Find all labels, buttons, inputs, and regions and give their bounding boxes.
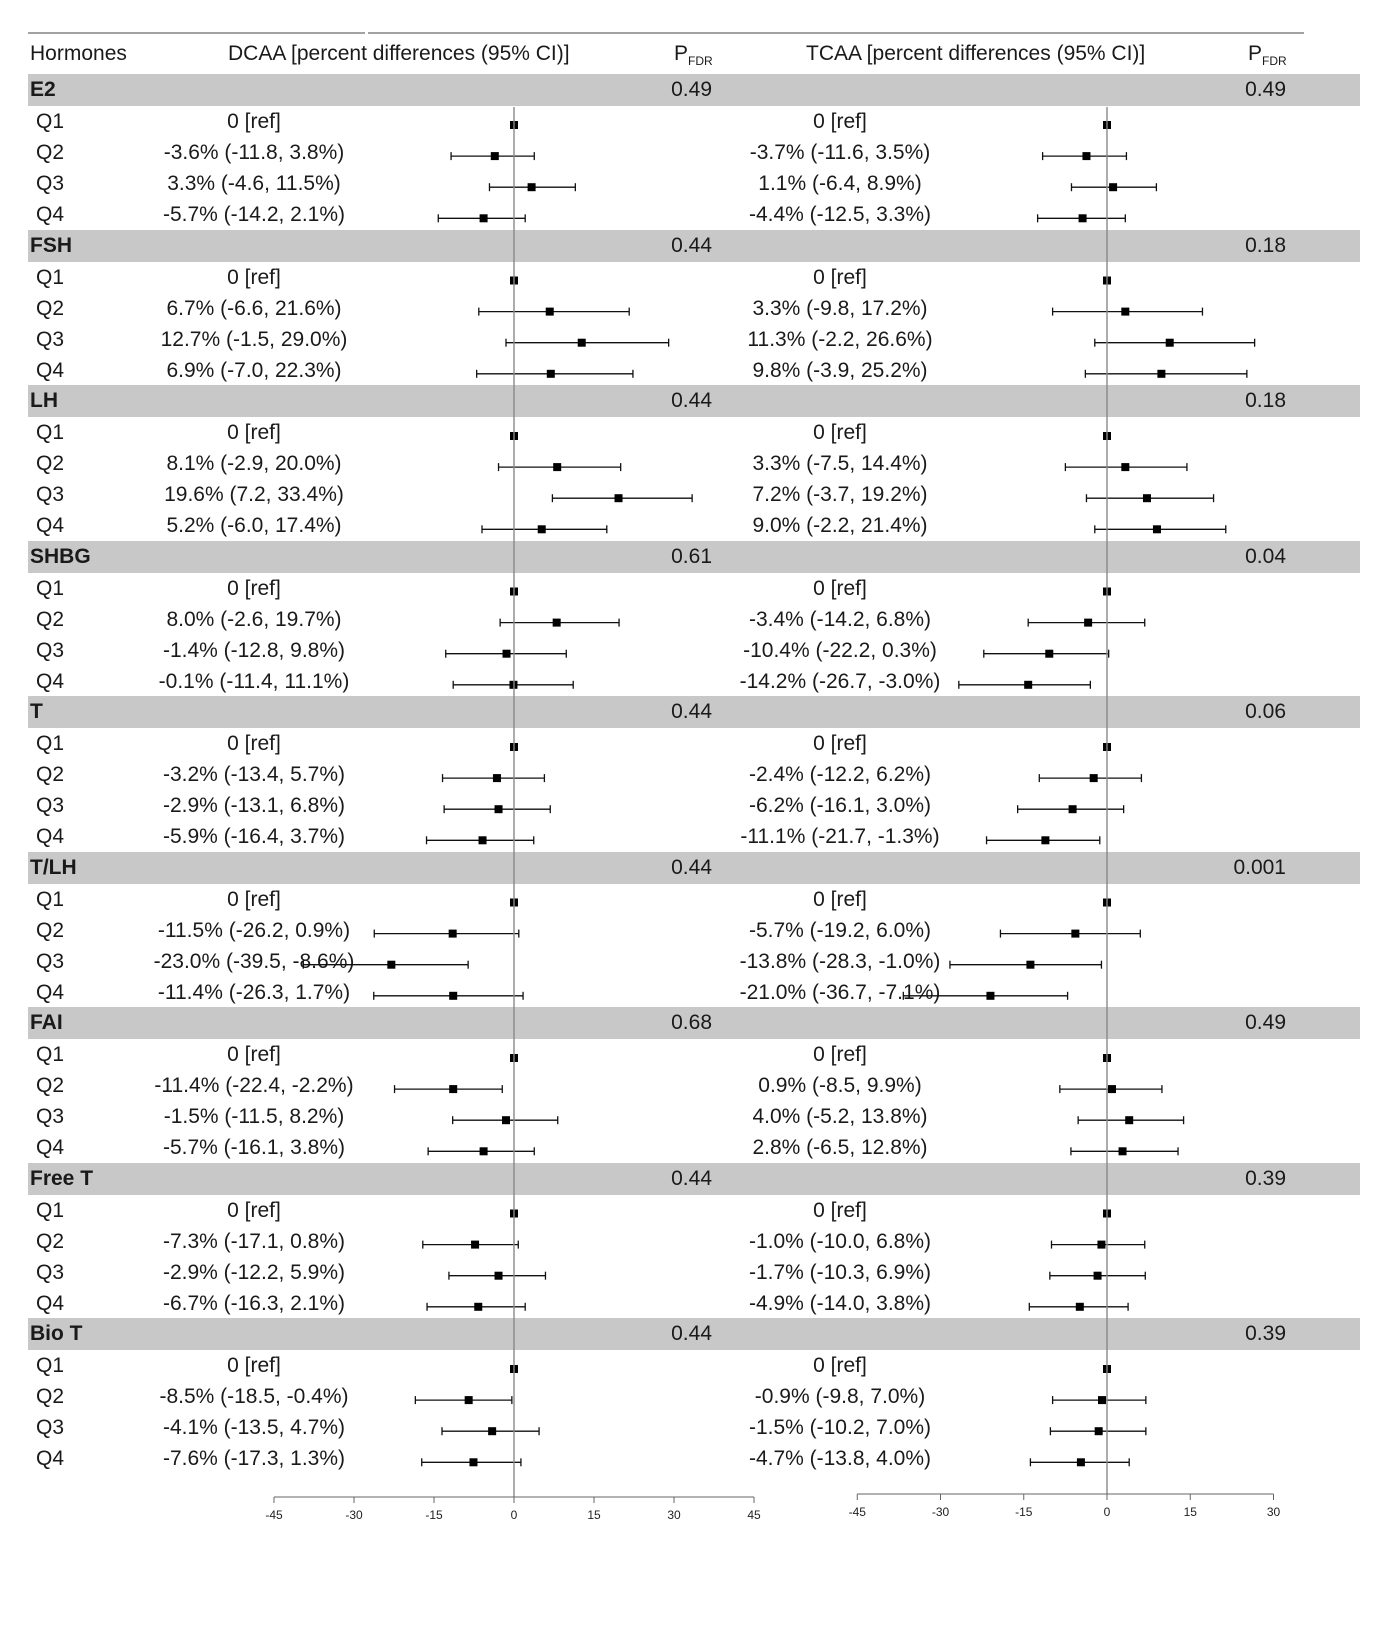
quartile-label: Q2	[36, 296, 65, 320]
p-fdr-tcaa: 0.39	[1245, 1322, 1286, 1345]
p-fdr-dcaa: 0.68	[671, 1011, 712, 1034]
quartile-label: Q2	[36, 763, 65, 787]
header-hormones: Hormones	[30, 42, 127, 65]
tcaa-estimate-text: 0 [ref]	[813, 265, 867, 289]
point-estimate	[1143, 494, 1151, 502]
point-estimate	[488, 1427, 496, 1435]
tcaa-estimate-text: -0.9% (-9.8, 7.0%)	[754, 1385, 926, 1409]
tcaa-estimate-text: 4.0% (-5.2, 13.8%)	[752, 1105, 928, 1129]
hormone-name: FAI	[30, 1011, 63, 1034]
dcaa-estimate-text: -0.1% (-11.4, 11.1%)	[158, 669, 350, 693]
quartile-label: Q4	[36, 514, 65, 538]
quartile-label: Q4	[36, 1447, 65, 1471]
quartile-label: Q2	[36, 1385, 65, 1409]
point-estimate	[1121, 463, 1129, 471]
quartile-label: Q1	[36, 1354, 65, 1377]
tcaa-estimate-text: -3.7% (-11.6, 3.5%)	[749, 141, 931, 165]
point-estimate	[1095, 1427, 1103, 1435]
quartile-label: Q2	[36, 452, 65, 476]
tcaa-estimate-text: -11.1% (-21.7, -1.3%)	[740, 825, 940, 849]
tcaa-estimate-text: 0 [ref]	[813, 110, 867, 133]
point-estimate	[502, 1116, 510, 1124]
p-fdr-dcaa: 0.49	[671, 78, 712, 101]
quartile-label: Q3	[36, 638, 65, 662]
hormone-name: LH	[30, 389, 58, 412]
tcaa-estimate-text: 3.3% (-7.5, 14.4%)	[752, 452, 928, 476]
dcaa-estimate-text: -11.4% (-22.4, -2.2%)	[154, 1074, 354, 1098]
tcaa-estimate-text: -1.0% (-10.0, 6.8%)	[748, 1229, 932, 1253]
dcaa-estimate-text: 0 [ref]	[227, 110, 281, 133]
dcaa-estimate-text: -7.3% (-17.1, 0.8%)	[162, 1229, 346, 1253]
quartile-label: Q1	[36, 110, 65, 133]
tcaa-estimate-text: 1.1% (-6.4, 8.9%)	[758, 172, 922, 196]
point-estimate	[578, 339, 586, 347]
dcaa-estimate-text: -1.5% (-11.5, 8.2%)	[163, 1105, 345, 1129]
point-estimate	[1045, 650, 1053, 658]
point-estimate	[528, 183, 536, 191]
point-estimate	[1077, 1458, 1085, 1466]
tcaa-estimate-text: -4.4% (-12.5, 3.3%)	[748, 203, 932, 227]
quartile-label: Q1	[36, 576, 65, 600]
point-estimate	[1071, 930, 1079, 938]
tcaa-estimate-text: -1.5% (-10.2, 7.0%)	[748, 1416, 932, 1440]
dcaa-estimate-text: 0 [ref]	[227, 887, 281, 911]
dcaa-estimate-text: -2.9% (-13.1, 6.8%)	[162, 794, 346, 818]
p-fdr-tcaa: 0.18	[1245, 233, 1286, 257]
dcaa-estimate-text: -5.7% (-14.2, 2.1%)	[162, 203, 346, 227]
quartile-label: Q4	[36, 669, 65, 693]
quartile-label: Q4	[36, 203, 65, 227]
dcaa-estimate-text: -3.2% (-13.4, 5.7%)	[162, 763, 346, 787]
hormone-name: Bio T	[30, 1322, 83, 1345]
tcaa-estimate-text: 0 [ref]	[813, 576, 867, 600]
x-tick-label: 45	[747, 1508, 761, 1522]
point-estimate	[1084, 619, 1092, 627]
quartile-label: Q1	[36, 1043, 65, 1066]
dcaa-estimate-text: 0 [ref]	[227, 732, 281, 755]
point-estimate	[480, 1147, 488, 1155]
tcaa-estimate-text: 0 [ref]	[813, 732, 867, 755]
tcaa-estimate-text: 0 [ref]	[813, 1043, 867, 1066]
header-p-dcaa: $P_{FDR}$	[674, 42, 713, 68]
point-estimate	[449, 930, 457, 938]
dcaa-estimate-text: -6.7% (-16.3, 2.1%)	[162, 1291, 346, 1315]
p-fdr-tcaa: 0.04	[1245, 544, 1286, 568]
x-tick-label: 0	[1103, 1505, 1111, 1519]
tcaa-estimate-text: -4.9% (-14.0, 3.8%)	[748, 1291, 932, 1315]
dcaa-estimate-text: 3.3% (-4.6, 11.5%)	[167, 172, 341, 196]
p-fdr-dcaa: 0.44	[671, 855, 712, 879]
dcaa-estimate-text: -5.9% (-16.4, 3.7%)	[162, 825, 346, 849]
dcaa-estimate-text: 19.6% (7.2, 33.4%)	[164, 483, 344, 507]
x-tick-label: 15	[587, 1508, 601, 1522]
x-tick-label: -15	[425, 1508, 443, 1522]
point-estimate	[474, 1303, 482, 1311]
point-estimate	[553, 619, 561, 627]
tcaa-estimate-text: -13.8% (-28.3, -1.0%)	[739, 949, 941, 973]
dcaa-estimate-text: -3.6% (-11.8, 3.8%)	[163, 141, 345, 165]
tcaa-estimate-text: -1.7% (-10.3, 6.9%)	[748, 1260, 932, 1284]
dcaa-estimate-text: -4.1% (-13.5, 4.7%)	[162, 1416, 346, 1440]
tcaa-estimate-text: -6.2% (-16.1, 3.0%)	[748, 794, 932, 818]
tcaa-estimate-text: 0 [ref]	[813, 887, 867, 911]
quartile-label: Q3	[36, 172, 65, 196]
dcaa-estimate-text: 6.9% (-7.0, 22.3%)	[166, 358, 342, 382]
quartile-label: Q3	[36, 483, 65, 507]
p-fdr-dcaa: 0.44	[671, 1166, 712, 1190]
tcaa-estimate-text: 0 [ref]	[813, 421, 867, 444]
quartile-label: Q2	[36, 141, 65, 165]
quartile-label: Q3	[36, 327, 65, 351]
point-estimate	[465, 1396, 473, 1404]
tcaa-estimate-text: -21.0% (-36.7, -7.1%)	[739, 980, 941, 1004]
p-fdr-tcaa: 0.39	[1245, 1166, 1286, 1190]
point-estimate	[1079, 214, 1087, 222]
tcaa-estimate-text: 0 [ref]	[813, 1354, 867, 1377]
point-estimate	[1090, 774, 1098, 782]
point-estimate	[1125, 1116, 1133, 1124]
tcaa-estimate-text: 9.0% (-2.2, 21.4%)	[752, 514, 928, 538]
point-estimate	[1041, 836, 1049, 844]
x-tick-label: 15	[1183, 1505, 1197, 1519]
quartile-label: Q4	[36, 1291, 65, 1315]
point-estimate	[493, 774, 501, 782]
point-estimate	[1166, 339, 1174, 347]
quartile-label: Q3	[36, 794, 65, 818]
tcaa-estimate-text: -14.2% (-26.7, -3.0%)	[739, 669, 941, 693]
tcaa-estimate-text: 2.8% (-6.5, 12.8%)	[752, 1136, 928, 1160]
dcaa-estimate-text: 8.0% (-2.6, 19.7%)	[166, 607, 342, 631]
header-p-tcaa: $P_{FDR}$	[1248, 42, 1287, 68]
point-estimate	[1157, 370, 1165, 378]
tcaa-estimate-text: 7.2% (-3.7, 19.2%)	[752, 483, 928, 507]
quartile-label: Q1	[36, 887, 65, 911]
quartile-label: Q4	[36, 358, 65, 382]
quartile-label: Q2	[36, 1229, 65, 1253]
dcaa-estimate-text: -8.5% (-18.5, -0.4%)	[159, 1385, 349, 1409]
quartile-label: Q1	[36, 265, 65, 289]
point-estimate	[1082, 152, 1090, 160]
point-estimate	[1098, 1396, 1106, 1404]
x-tick-label: -45	[848, 1505, 866, 1519]
point-estimate	[491, 152, 499, 160]
quartile-label: Q2	[36, 1074, 65, 1098]
point-estimate	[503, 650, 511, 658]
hormone-name: E2	[30, 78, 56, 101]
quartile-label: Q2	[36, 607, 65, 631]
header-dcaa: DCAA [percent differences (95% CI)]	[228, 42, 570, 65]
dcaa-estimate-text: 0 [ref]	[227, 1043, 281, 1066]
point-estimate	[1026, 961, 1034, 969]
quartile-label: Q2	[36, 918, 65, 942]
dcaa-estimate-text: -11.4% (-26.3, 1.7%)	[157, 980, 351, 1004]
dcaa-estimate-text: -23.0% (-39.5, -8.6%)	[153, 949, 355, 973]
quartile-label: Q1	[36, 421, 65, 444]
hormone-name: T	[30, 700, 43, 723]
dcaa-estimate-text: -11.5% (-26.2, 0.9%)	[157, 918, 351, 942]
point-estimate	[480, 214, 488, 222]
tcaa-estimate-text: -3.4% (-14.2, 6.8%)	[748, 607, 932, 631]
dcaa-estimate-text: 0 [ref]	[227, 1198, 281, 1222]
point-estimate	[449, 1085, 457, 1093]
point-estimate	[1069, 805, 1077, 813]
point-estimate	[553, 463, 561, 471]
tcaa-estimate-text: -10.4% (-22.2, 0.3%)	[743, 638, 937, 662]
dcaa-estimate-text: 0 [ref]	[227, 265, 281, 289]
p-fdr-dcaa: 0.44	[671, 233, 712, 257]
dcaa-estimate-text: -7.6% (-17.3, 1.3%)	[162, 1447, 346, 1471]
p-fdr-dcaa: 0.61	[671, 544, 712, 568]
tcaa-estimate-text: -4.7% (-13.8, 4.0%)	[748, 1447, 932, 1471]
point-estimate	[449, 992, 457, 1000]
point-estimate	[1076, 1303, 1084, 1311]
hormone-name: Free T	[30, 1166, 94, 1190]
p-fdr-tcaa: 0.06	[1245, 700, 1286, 723]
quartile-label: Q3	[36, 1105, 65, 1129]
dcaa-estimate-text: 0 [ref]	[227, 1354, 281, 1377]
hormone-name: SHBG	[30, 544, 91, 568]
quartile-label: Q3	[36, 949, 65, 973]
tcaa-estimate-text: -5.7% (-19.2, 6.0%)	[748, 918, 932, 942]
dcaa-estimate-text: 0 [ref]	[227, 421, 281, 444]
p-fdr-dcaa: 0.44	[671, 700, 712, 723]
x-tick-label: -30	[931, 1505, 950, 1519]
p-fdr-tcaa: 0.49	[1245, 78, 1286, 101]
point-estimate	[538, 525, 546, 533]
dcaa-estimate-text: 12.7% (-1.5, 29.0%)	[160, 327, 348, 351]
x-tick-label: 30	[1266, 1505, 1281, 1519]
quartile-label: Q1	[36, 1198, 65, 1222]
point-estimate	[495, 1272, 503, 1280]
x-tick-label: -45	[265, 1508, 283, 1522]
tcaa-estimate-text: 9.8% (-3.9, 25.2%)	[752, 358, 928, 382]
quartile-label: Q4	[36, 825, 65, 849]
point-estimate	[471, 1241, 479, 1249]
quartile-label: Q4	[36, 980, 65, 1004]
x-tick-label: 30	[667, 1508, 681, 1522]
point-estimate	[1109, 183, 1117, 191]
dcaa-estimate-text: -5.7% (-16.1, 3.8%)	[162, 1136, 346, 1160]
p-fdr-dcaa: 0.44	[671, 389, 712, 412]
dcaa-estimate-text: 6.7% (-6.6, 21.6%)	[166, 296, 342, 320]
tcaa-estimate-text: 0 [ref]	[813, 1198, 867, 1222]
hormone-name: FSH	[30, 233, 72, 257]
point-estimate	[615, 494, 623, 502]
point-estimate	[1121, 308, 1129, 316]
point-estimate	[547, 370, 555, 378]
dcaa-estimate-text: 8.1% (-2.9, 20.0%)	[166, 452, 342, 476]
hormone-name: T/LH	[30, 855, 77, 879]
p-fdr-tcaa: 0.49	[1245, 1011, 1286, 1034]
x-tick-label: -30	[345, 1508, 363, 1522]
dcaa-estimate-text: -2.9% (-12.2, 5.9%)	[162, 1260, 346, 1284]
point-estimate	[469, 1458, 477, 1466]
tcaa-estimate-text: 3.3% (-9.8, 17.2%)	[752, 296, 928, 320]
point-estimate	[1108, 1085, 1116, 1093]
point-estimate	[387, 961, 395, 969]
p-fdr-tcaa: 0.18	[1245, 389, 1286, 412]
p-fdr-dcaa: 0.44	[671, 1322, 712, 1345]
point-estimate	[1024, 681, 1032, 689]
header-tcaa: TCAA [percent differences (95% CI)]	[806, 42, 1146, 65]
tcaa-estimate-text: -2.4% (-12.2, 6.2%)	[748, 763, 932, 787]
x-tick-label: 0	[510, 1508, 518, 1522]
dcaa-estimate-text: -1.4% (-12.8, 9.8%)	[162, 638, 346, 662]
tcaa-estimate-text: 11.3% (-2.2, 26.6%)	[747, 327, 933, 351]
point-estimate	[1153, 525, 1161, 533]
x-tick-label: -15	[1015, 1505, 1033, 1519]
point-estimate	[1097, 1241, 1105, 1249]
point-estimate	[1094, 1272, 1102, 1280]
quartile-label: Q4	[36, 1136, 65, 1160]
point-estimate	[546, 308, 554, 316]
quartile-label: Q1	[36, 732, 65, 755]
quartile-label: Q3	[36, 1416, 65, 1440]
dcaa-estimate-text: 0 [ref]	[227, 576, 281, 600]
point-estimate	[1119, 1147, 1127, 1155]
quartile-label: Q3	[36, 1260, 65, 1284]
point-estimate	[986, 992, 994, 1000]
p-fdr-tcaa: 0.001	[1233, 855, 1286, 879]
dcaa-estimate-text: 5.2% (-6.0, 17.4%)	[166, 514, 342, 538]
point-estimate	[479, 836, 487, 844]
point-estimate	[495, 805, 503, 813]
tcaa-estimate-text: 0.9% (-8.5, 9.9%)	[758, 1074, 922, 1098]
